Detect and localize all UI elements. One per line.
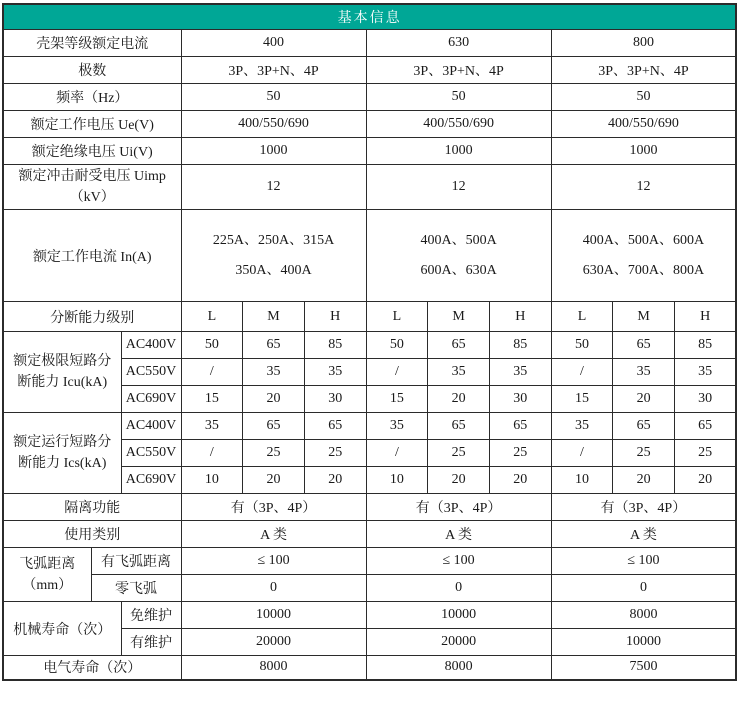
ui-value: 1000 bbox=[551, 138, 736, 165]
elec-life-value: 8000 bbox=[181, 656, 366, 680]
ics-value: / bbox=[366, 440, 428, 467]
ics-value: 10 bbox=[551, 467, 613, 494]
row-arc-with bbox=[3, 548, 736, 575]
row-frequency bbox=[3, 84, 736, 111]
ics-sub-label: AC690V bbox=[121, 467, 181, 494]
in-current-label: 额定工作电流 In(A) bbox=[3, 210, 181, 302]
frequency-value: 50 bbox=[181, 84, 366, 111]
icu-value: 20 bbox=[428, 386, 490, 413]
ics-value: 20 bbox=[613, 467, 675, 494]
in-current-value-line: 225A、250A、315A bbox=[212, 232, 335, 248]
icu-value: 35 bbox=[675, 359, 737, 386]
row-elec-life bbox=[3, 656, 736, 680]
ics-value: 10 bbox=[181, 467, 243, 494]
elec-life-label: 电气寿命（次） bbox=[3, 656, 181, 680]
mech-life-label: 机械寿命（次） bbox=[3, 602, 121, 656]
mech-life-value: 10000 bbox=[551, 629, 736, 656]
in-current-value-line: 400A、500A bbox=[420, 232, 497, 248]
row-frame-current bbox=[3, 30, 736, 57]
frame-current-label: 壳架等级额定电流 bbox=[3, 30, 181, 57]
frequency-value: 50 bbox=[551, 84, 736, 111]
icu-value: 65 bbox=[428, 332, 490, 359]
mech-life-sub-label: 有维护 bbox=[121, 629, 181, 656]
ics-value: 65 bbox=[304, 413, 366, 440]
ics-label-line2: 断能力 Ics(kA) bbox=[18, 456, 107, 471]
row-ics-ac400v bbox=[3, 413, 736, 440]
in-current-value-line: 630A、700A、800A bbox=[582, 262, 705, 278]
row-in-current bbox=[3, 210, 736, 302]
ics-value: 25 bbox=[613, 440, 675, 467]
ue-value: 400/550/690 bbox=[366, 111, 551, 138]
row-ue bbox=[3, 111, 736, 138]
usage-category-value: A 类 bbox=[181, 521, 366, 548]
mech-life-sub-label: 免维护 bbox=[121, 602, 181, 629]
frequency-label: 频率（Hz） bbox=[3, 84, 181, 111]
uimp-value: 12 bbox=[181, 165, 366, 210]
arc-distance-value: ≤ 100 bbox=[366, 548, 551, 575]
ui-value: 1000 bbox=[181, 138, 366, 165]
elec-life-value: 8000 bbox=[366, 656, 551, 680]
icu-value: / bbox=[366, 359, 428, 386]
breaking-level-value: H bbox=[675, 302, 737, 332]
in-current-value-line: 350A、400A bbox=[235, 262, 312, 278]
arc-distance-label-line1: 飞弧距离 bbox=[19, 556, 76, 572]
icu-value: 35 bbox=[428, 359, 490, 386]
ics-value: 25 bbox=[243, 440, 305, 467]
uimp-label-line1: 额定冲击耐受电压 Uimp bbox=[18, 169, 166, 184]
ics-value: 20 bbox=[304, 467, 366, 494]
elec-life-value: 7500 bbox=[551, 656, 736, 680]
breaking-level-value: H bbox=[304, 302, 366, 332]
icu-value: 35 bbox=[613, 359, 675, 386]
table-header-row bbox=[3, 4, 736, 30]
breaking-level-value: M bbox=[428, 302, 490, 332]
row-poles bbox=[3, 57, 736, 84]
ics-value: 35 bbox=[181, 413, 243, 440]
icu-value: 15 bbox=[551, 386, 613, 413]
ue-label: 额定工作电压 Ue(V) bbox=[3, 111, 181, 138]
in-current-value bbox=[551, 210, 736, 302]
icu-value: 30 bbox=[489, 386, 551, 413]
icu-label bbox=[3, 332, 121, 413]
in-current-value bbox=[181, 210, 366, 302]
breaking-level-value: M bbox=[243, 302, 305, 332]
ics-value: 20 bbox=[489, 467, 551, 494]
isolation-value: 有（3P、4P） bbox=[366, 494, 551, 521]
arc-distance-value: 0 bbox=[366, 575, 551, 602]
poles-value: 3P、3P+N、4P bbox=[181, 57, 366, 84]
icu-value: 35 bbox=[489, 359, 551, 386]
ics-value: 35 bbox=[366, 413, 428, 440]
icu-value: 65 bbox=[243, 332, 305, 359]
arc-distance-value: 0 bbox=[181, 575, 366, 602]
icu-value: 20 bbox=[613, 386, 675, 413]
ics-value: 20 bbox=[675, 467, 737, 494]
frame-current-value: 630 bbox=[366, 30, 551, 57]
ics-value: / bbox=[551, 440, 613, 467]
ics-value: 25 bbox=[304, 440, 366, 467]
icu-sub-label: AC690V bbox=[121, 386, 181, 413]
breaking-level-value: H bbox=[489, 302, 551, 332]
mech-life-value: 20000 bbox=[181, 629, 366, 656]
icu-value: 30 bbox=[304, 386, 366, 413]
ics-value: 20 bbox=[243, 467, 305, 494]
arc-distance-sub-label: 零飞弧 bbox=[91, 575, 181, 602]
breaking-level-label: 分断能力级别 bbox=[3, 302, 181, 332]
mech-life-value: 10000 bbox=[181, 602, 366, 629]
breaking-level-value: L bbox=[551, 302, 613, 332]
ics-value: 65 bbox=[675, 413, 737, 440]
mech-life-value: 20000 bbox=[366, 629, 551, 656]
ue-value: 400/550/690 bbox=[551, 111, 736, 138]
icu-value: 35 bbox=[304, 359, 366, 386]
ui-label: 额定绝缘电压 Ui(V) bbox=[3, 138, 181, 165]
breaking-level-value: L bbox=[366, 302, 428, 332]
mech-life-value: 8000 bbox=[551, 602, 736, 629]
basic-info-table bbox=[2, 3, 737, 681]
isolation-value: 有（3P、4P） bbox=[551, 494, 736, 521]
uimp-label-line2: （kV） bbox=[69, 190, 115, 205]
icu-sub-label: AC550V bbox=[121, 359, 181, 386]
icu-value: 15 bbox=[181, 386, 243, 413]
in-current-value bbox=[366, 210, 551, 302]
icu-label-line2: 断能力 Icu(kA) bbox=[17, 375, 108, 390]
ui-value: 1000 bbox=[366, 138, 551, 165]
icu-label-line1: 额定极限短路分 bbox=[13, 354, 112, 369]
ics-value: 20 bbox=[428, 467, 490, 494]
frame-current-value: 800 bbox=[551, 30, 736, 57]
frame-current-value: 400 bbox=[181, 30, 366, 57]
icu-value: 50 bbox=[366, 332, 428, 359]
icu-value: 35 bbox=[243, 359, 305, 386]
uimp-label bbox=[3, 165, 181, 210]
poles-value: 3P、3P+N、4P bbox=[551, 57, 736, 84]
ics-value: 65 bbox=[489, 413, 551, 440]
table-title: 基本信息 bbox=[3, 4, 736, 30]
ics-value: / bbox=[181, 440, 243, 467]
icu-value: 85 bbox=[304, 332, 366, 359]
ics-value: 65 bbox=[428, 413, 490, 440]
row-breaking-level bbox=[3, 302, 736, 332]
ics-value: 25 bbox=[675, 440, 737, 467]
icu-sub-label: AC400V bbox=[121, 332, 181, 359]
ue-value: 400/550/690 bbox=[181, 111, 366, 138]
icu-value: 85 bbox=[489, 332, 551, 359]
arc-distance-value: ≤ 100 bbox=[551, 548, 736, 575]
row-mech-life-free bbox=[3, 602, 736, 629]
arc-distance-value: ≤ 100 bbox=[181, 548, 366, 575]
arc-distance-label-line2: （mm） bbox=[22, 577, 73, 593]
ics-sub-label: AC400V bbox=[121, 413, 181, 440]
ics-value: 65 bbox=[243, 413, 305, 440]
isolation-label: 隔离功能 bbox=[3, 494, 181, 521]
row-uimp bbox=[3, 165, 736, 210]
icu-value: / bbox=[551, 359, 613, 386]
ics-value: 65 bbox=[613, 413, 675, 440]
isolation-value: 有（3P、4P） bbox=[181, 494, 366, 521]
ics-value: 35 bbox=[551, 413, 613, 440]
breaking-level-value: M bbox=[613, 302, 675, 332]
poles-value: 3P、3P+N、4P bbox=[366, 57, 551, 84]
icu-value: 85 bbox=[675, 332, 737, 359]
mech-life-value: 10000 bbox=[366, 602, 551, 629]
usage-category-label: 使用类别 bbox=[3, 521, 181, 548]
ics-label-line1: 额定运行短路分 bbox=[13, 435, 112, 450]
row-isolation bbox=[3, 494, 736, 521]
in-current-value-line: 400A、500A、600A bbox=[582, 232, 705, 248]
usage-category-value: A 类 bbox=[551, 521, 736, 548]
usage-category-value: A 类 bbox=[366, 521, 551, 548]
ics-value: 25 bbox=[428, 440, 490, 467]
row-icu-ac400v bbox=[3, 332, 736, 359]
uimp-value: 12 bbox=[366, 165, 551, 210]
icu-value: 50 bbox=[551, 332, 613, 359]
poles-label: 极数 bbox=[3, 57, 181, 84]
icu-value: 30 bbox=[675, 386, 737, 413]
ics-label bbox=[3, 413, 121, 494]
ics-value: 25 bbox=[489, 440, 551, 467]
arc-distance-sub-label: 有飞弧距离 bbox=[91, 548, 181, 575]
icu-value: 65 bbox=[613, 332, 675, 359]
row-arc-zero bbox=[3, 575, 736, 602]
arc-distance-label bbox=[3, 548, 91, 602]
arc-distance-value: 0 bbox=[551, 575, 736, 602]
breaking-level-value: L bbox=[181, 302, 243, 332]
row-ui bbox=[3, 138, 736, 165]
icu-value: / bbox=[181, 359, 243, 386]
ics-value: 10 bbox=[366, 467, 428, 494]
icu-value: 15 bbox=[366, 386, 428, 413]
icu-value: 50 bbox=[181, 332, 243, 359]
ics-sub-label: AC550V bbox=[121, 440, 181, 467]
frequency-value: 50 bbox=[366, 84, 551, 111]
uimp-value: 12 bbox=[551, 165, 736, 210]
in-current-value-line: 600A、630A bbox=[420, 262, 497, 278]
icu-value: 20 bbox=[243, 386, 305, 413]
row-usage-category bbox=[3, 521, 736, 548]
